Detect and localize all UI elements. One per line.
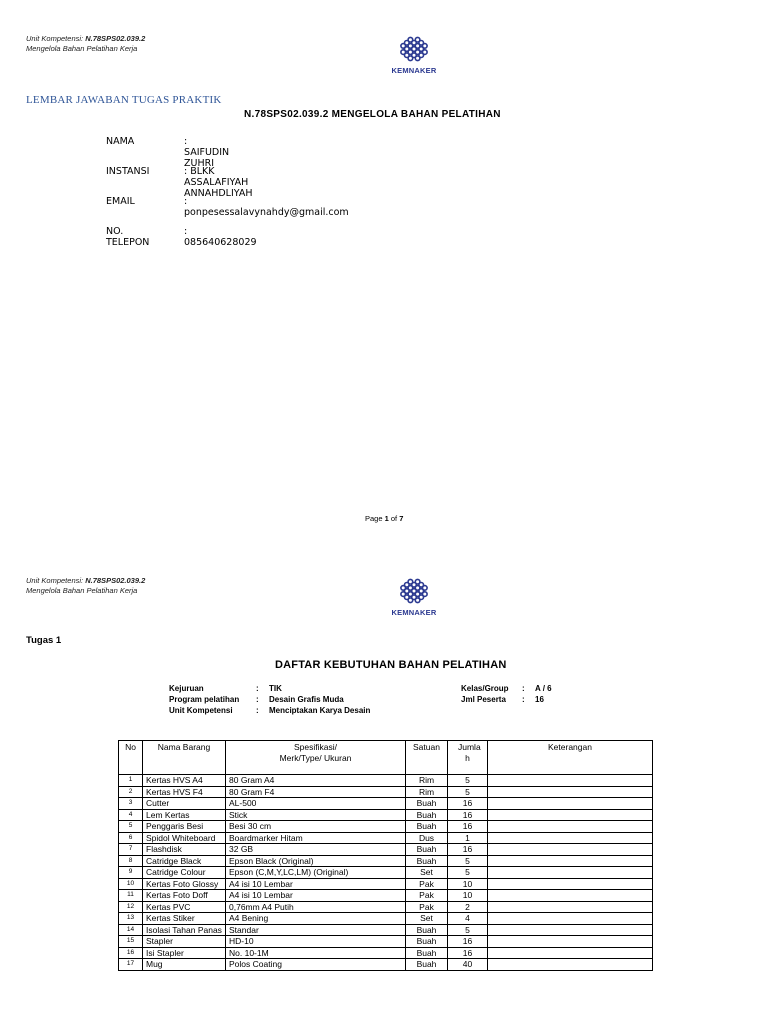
item-name: Mug [143, 959, 226, 971]
column-header: Keterangan [488, 741, 653, 775]
item-specification: HD-10 [226, 936, 406, 948]
item-name: Flashdisk [143, 844, 226, 856]
item-unit: Dus [406, 832, 448, 844]
item-quantity: 10 [448, 878, 488, 890]
column-header: Nama Barang [143, 741, 226, 775]
item-name: Kertas Foto Glossy [143, 878, 226, 890]
item-specification: AL-500 [226, 798, 406, 810]
page2-unit-subtitle: Mengelola Bahan Pelatihan Kerja [26, 586, 138, 595]
item-specification: Polos Coating [226, 959, 406, 971]
meta-label: Program pelatihan [169, 695, 240, 704]
item-note [488, 890, 653, 902]
page1-unit-note [26, 34, 145, 54]
item-note [488, 878, 653, 890]
kemnaker-emblem-icon [397, 34, 431, 64]
item-quantity: 10 [448, 890, 488, 902]
item-specification: Epson Black (Original) [226, 855, 406, 867]
item-name: Kertas HVS A4 [143, 775, 226, 787]
page-total: 7 [399, 514, 404, 523]
list-title: DAFTAR KEBUTUHAN BAHAN PELATIHAN [275, 659, 507, 671]
item-name: Cutter [143, 798, 226, 810]
item-quantity: 5 [448, 786, 488, 798]
row-number: 16 [119, 947, 143, 959]
item-unit: Pak [406, 878, 448, 890]
table-row [119, 832, 653, 844]
page2-unit-code-line [26, 576, 145, 586]
row-number: 12 [119, 901, 143, 913]
item-unit: Buah [406, 821, 448, 833]
document-title: N.78SPS02.039.2 MENGELOLA BAHAN PELATIHAN [244, 109, 501, 120]
item-unit: Buah [406, 947, 448, 959]
row-number: 5 [119, 821, 143, 833]
table-body [119, 775, 653, 971]
table-row [119, 959, 653, 971]
page2-logo-text: KEMNAKER [391, 608, 437, 617]
item-specification: No. 10-1M [226, 947, 406, 959]
table-row [119, 775, 653, 787]
row-number: 10 [119, 878, 143, 890]
item-name: Lem Kertas [143, 809, 226, 821]
meta-left [0, 684, 768, 724]
item-note [488, 913, 653, 925]
identity-label: INSTANSI [106, 166, 150, 177]
item-note [488, 798, 653, 810]
table-row [119, 901, 653, 913]
item-unit: Buah [406, 959, 448, 971]
item-unit: Pak [406, 890, 448, 902]
row-number: 9 [119, 867, 143, 879]
table-row [119, 821, 653, 833]
row-number: 6 [119, 832, 143, 844]
row-number: 11 [119, 890, 143, 902]
item-quantity: 16 [448, 947, 488, 959]
item-specification: 0,76mm A4 Putih [226, 901, 406, 913]
item-name: Spidol Whiteboard [143, 832, 226, 844]
meta-label: Jml Peserta [461, 695, 506, 704]
row-number: 4 [119, 809, 143, 821]
page1-logo-text: KEMNAKER [391, 66, 437, 75]
row-number: 15 [119, 936, 143, 948]
identity-label: EMAIL [106, 196, 135, 207]
table-row [119, 913, 653, 925]
item-name: Catridge Black [143, 855, 226, 867]
meta-separator: : [522, 684, 525, 693]
item-specification: Standar [226, 924, 406, 936]
item-unit: Rim [406, 775, 448, 787]
item-unit: Buah [406, 924, 448, 936]
item-quantity: 16 [448, 844, 488, 856]
page2-unit-label: Unit Kompetensi: [26, 576, 84, 585]
item-note [488, 844, 653, 856]
table-row [119, 786, 653, 798]
meta-value: Desain Grafis Muda [269, 695, 344, 704]
table-row [119, 936, 653, 948]
item-note [488, 947, 653, 959]
row-number: 8 [119, 855, 143, 867]
item-name: Kertas PVC [143, 901, 226, 913]
table-header-row [119, 741, 653, 775]
column-header: No [119, 741, 143, 775]
meta-value: A / 6 [535, 684, 552, 693]
item-quantity: 16 [448, 936, 488, 948]
item-quantity: 16 [448, 798, 488, 810]
item-quantity: 16 [448, 821, 488, 833]
item-specification: A4 isi 10 Lembar [226, 878, 406, 890]
item-unit: Set [406, 913, 448, 925]
page1-unit-code: N.78SPS02.039.2 [85, 34, 146, 43]
page-current: 1 [384, 514, 389, 523]
item-note [488, 959, 653, 971]
item-specification: A4 isi 10 Lembar [226, 890, 406, 902]
kemnaker-emblem-icon [397, 576, 431, 606]
item-specification: Stick [226, 809, 406, 821]
item-note [488, 924, 653, 936]
item-note [488, 786, 653, 798]
page1-kemnaker-logo [384, 34, 444, 75]
item-note [488, 867, 653, 879]
identity-label: NAMA [106, 136, 135, 147]
row-number: 2 [119, 786, 143, 798]
item-quantity: 5 [448, 867, 488, 879]
row-number: 3 [119, 798, 143, 810]
item-name: Catridge Colour [143, 867, 226, 879]
item-note [488, 832, 653, 844]
page-number [365, 514, 403, 523]
meta-label: Kejuruan [169, 684, 204, 693]
item-unit: Pak [406, 901, 448, 913]
item-name: Isolasi Tahan Panas [143, 924, 226, 936]
table-row [119, 844, 653, 856]
item-quantity: 5 [448, 775, 488, 787]
item-quantity: 40 [448, 959, 488, 971]
table-row [119, 947, 653, 959]
meta-separator: : [256, 684, 259, 693]
item-unit: Buah [406, 844, 448, 856]
page2-unit-note [26, 576, 145, 596]
item-name: Kertas Foto Doff [143, 890, 226, 902]
row-number: 1 [119, 775, 143, 787]
page1-unit-code-line [26, 34, 145, 44]
page2-kemnaker-logo [384, 576, 444, 617]
item-note [488, 936, 653, 948]
item-specification: Epson (C,M,Y,LC,LM) (Original) [226, 867, 406, 879]
item-unit: Buah [406, 936, 448, 948]
table-row [119, 890, 653, 902]
sheet-heading: LEMBAR JAWABAN TUGAS PRAKTIK [26, 94, 222, 106]
table-row [119, 809, 653, 821]
page1-unit-subtitle: Mengelola Bahan Pelatihan Kerja [26, 44, 138, 53]
column-header: Spesifikasi/ Merk/Type/ Ukuran [226, 741, 406, 775]
item-note [488, 855, 653, 867]
item-unit: Buah [406, 855, 448, 867]
item-specification: A4 Bening [226, 913, 406, 925]
item-name: Stapler [143, 936, 226, 948]
item-specification: 32 GB [226, 844, 406, 856]
page-prefix: Page [365, 514, 383, 523]
item-quantity: 16 [448, 809, 488, 821]
item-specification: 80 Gram A4 [226, 775, 406, 787]
table-row [119, 867, 653, 879]
item-note [488, 901, 653, 913]
item-quantity: 4 [448, 913, 488, 925]
materials-table [118, 740, 653, 971]
identity-label: NO. TELEPON [106, 226, 150, 248]
meta-separator: : [256, 695, 259, 704]
row-number: 7 [119, 844, 143, 856]
table-row [119, 878, 653, 890]
item-note [488, 775, 653, 787]
page1-unit-label: Unit Kompetensi: [26, 34, 84, 43]
meta-value: TIK [269, 684, 282, 693]
item-name: Isi Stapler [143, 947, 226, 959]
meta-value: Menciptakan Karya Desain [269, 706, 371, 715]
row-number: 17 [119, 959, 143, 971]
item-quantity: 5 [448, 924, 488, 936]
meta-separator: : [256, 706, 259, 715]
table-row [119, 924, 653, 936]
task-title: Tugas 1 [26, 635, 62, 646]
identity-value: : ponpesessalavynahdy@gmail.com [184, 196, 349, 218]
row-number: 13 [119, 913, 143, 925]
item-unit: Set [406, 867, 448, 879]
item-quantity: 1 [448, 832, 488, 844]
item-quantity: 5 [448, 855, 488, 867]
item-specification: 80 Gram F4 [226, 786, 406, 798]
item-unit: Buah [406, 809, 448, 821]
table-row [119, 798, 653, 810]
item-unit: Rim [406, 786, 448, 798]
item-specification: Besi 30 cm [226, 821, 406, 833]
item-name: Penggaris Besi [143, 821, 226, 833]
meta-separator: : [522, 695, 525, 704]
item-note [488, 809, 653, 821]
identity-value: : 085640628029 [184, 226, 257, 248]
item-name: Kertas Stiker [143, 913, 226, 925]
meta-label: Unit Kompetensi [169, 706, 233, 715]
item-name: Kertas HVS F4 [143, 786, 226, 798]
page2-unit-code: N.78SPS02.039.2 [85, 576, 146, 585]
identity-value: : BLKK ASSALAFIYAH ANNAHDLIYAH [184, 166, 253, 199]
item-note [488, 821, 653, 833]
table-row [119, 855, 653, 867]
column-header: Jumla h [448, 741, 488, 775]
item-quantity: 2 [448, 901, 488, 913]
row-number: 14 [119, 924, 143, 936]
meta-value: 16 [535, 695, 544, 704]
page-of: of [390, 514, 398, 523]
item-specification: Boardmarker Hitam [226, 832, 406, 844]
meta-label: Kelas/Group [461, 684, 509, 693]
column-header: Satuan [406, 741, 448, 775]
item-unit: Buah [406, 798, 448, 810]
identity-value: : SAIFUDIN ZUHRI [184, 136, 230, 169]
